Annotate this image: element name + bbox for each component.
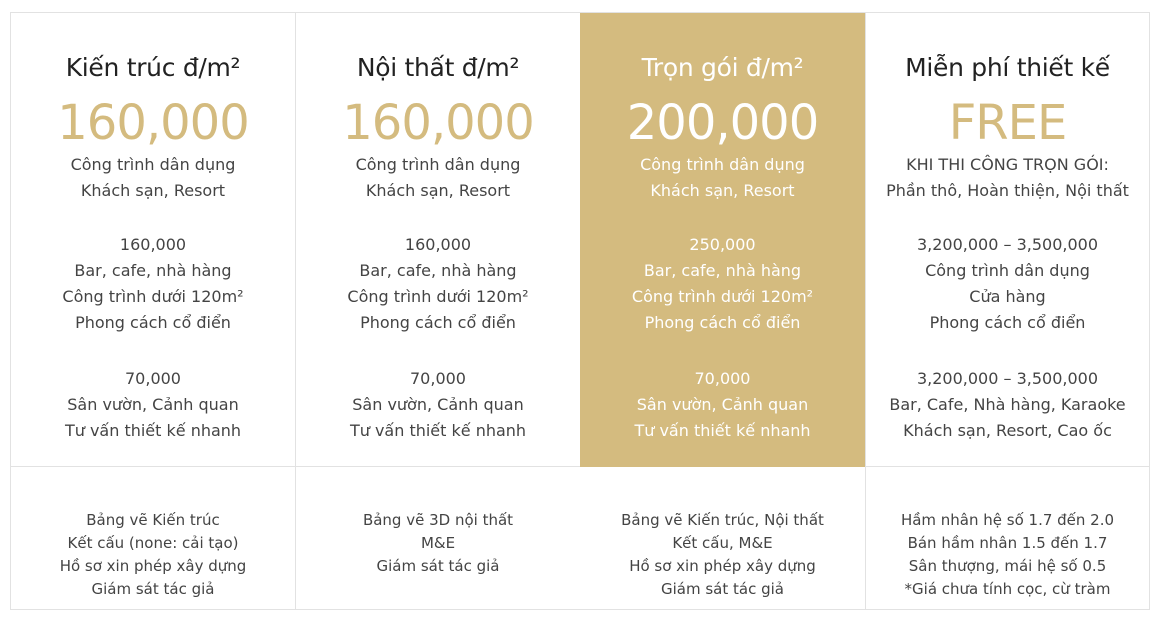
feature-line: Công trình dân dụng [355,155,521,174]
feature-line: Khách sạn, Resort [365,181,511,200]
feature-group-3 [580,366,865,444]
feature-line: KHI THI CÔNG TRỌN GÓI: [906,155,1109,174]
pricing-column-architecture [10,12,295,610]
column-title: Kiến trúc đ/m² [65,53,241,82]
feature-line: 70,000 [694,369,751,388]
pricing-column-free-design [865,12,1150,610]
pricing-column-interior [295,12,580,610]
feature-line: Tư vấn thiết kế nhanh [349,421,527,440]
deliverable-line: Bảng vẽ 3D nội thất [362,511,514,529]
feature-line: Khách sạn, Resort, Cao ốc [903,421,1112,440]
feature-line: Công trình dân dụng [925,261,1090,280]
feature-line: Tư vấn thiết kế nhanh [634,421,811,440]
column-deliverables [580,509,865,601]
deliverable-line: Giám sát tác giả [661,580,784,598]
feature-line: Bar, cafe, nhà hàng [74,261,232,280]
deliverable-line: Bán hầm nhân 1.5 đến 1.7 [907,534,1108,552]
feature-group-1 [866,152,1149,204]
feature-line: Phong cách cổ điển [644,313,801,332]
feature-line: Công trình dưới 120m² [62,287,244,306]
feature-group-1 [580,152,865,204]
feature-group-3 [866,366,1149,444]
pricing-column-package [580,12,865,610]
feature-line: Sân vườn, Cảnh quan [636,395,809,414]
column-header-area-highlighted [580,13,865,467]
deliverable-line: Bảng vẽ Kiến trúc, Nội thất [621,511,824,529]
column-deliverables [296,509,580,578]
feature-line: Phong cách cổ điển [360,313,516,332]
feature-line: 3,200,000 – 3,500,000 [916,369,1099,388]
feature-group-1 [296,152,580,204]
feature-line: Công trình dưới 120m² [631,287,814,306]
feature-line: Bar, cafe, nhà hàng [359,261,517,280]
feature-group-2 [580,232,865,336]
column-header-area [296,13,580,467]
feature-line: Sân vườn, Cảnh quan [352,395,524,414]
deliverable-line: *Giá chưa tính cọc, cừ tràm [904,580,1111,598]
deliverable-line: Kết cấu (none: cải tạo) [67,534,239,552]
column-deliverables [866,509,1149,601]
deliverable-line: Giám sát tác giả [376,557,500,575]
feature-group-2 [11,232,295,336]
column-title: Trọn gói đ/m² [641,53,804,82]
column-header-area [866,13,1149,467]
feature-line: Sân vườn, Cảnh quan [67,395,239,414]
column-deliverables [11,509,295,601]
deliverable-line: Sân thượng, mái hệ số 0.5 [908,557,1107,575]
column-title: Nội thất đ/m² [356,53,520,82]
feature-line: 250,000 [689,235,756,254]
deliverable-line: Kết cấu, M&E [672,534,773,552]
feature-line: Công trình dân dụng [70,155,236,174]
feature-line: 3,200,000 – 3,500,000 [916,235,1099,254]
feature-line: 160,000 [404,235,472,254]
column-price: 200,000 [626,95,819,151]
deliverable-line: Hồ sơ xin phép xây dựng [629,557,816,575]
feature-group-2 [296,232,580,336]
feature-line: Bar, cafe, nhà hàng [643,261,802,280]
feature-line: Khách sạn, Resort [80,181,226,200]
column-title: Miễn phí thiết kế [905,53,1110,82]
feature-line: Công trình dưới 120m² [347,287,529,306]
feature-line: Phần thô, Hoàn thiện, Nội thất [886,181,1129,200]
feature-line: Khách sạn, Resort [650,181,795,200]
feature-line: 160,000 [119,235,187,254]
column-header-area [11,13,295,467]
feature-line: Tư vấn thiết kế nhanh [64,421,242,440]
feature-group-3 [296,366,580,444]
deliverable-line: M&E [420,534,456,552]
pricing-table [10,12,1150,610]
deliverable-line: Hầm nhân hệ số 1.7 đến 2.0 [900,511,1115,529]
feature-line: Phong cách cổ điển [929,313,1086,332]
feature-group-2 [866,232,1149,336]
column-price: FREE [948,95,1067,151]
feature-line: Công trình dân dụng [640,155,805,174]
feature-line: Phong cách cổ điển [75,313,231,332]
deliverable-line: Hồ sơ xin phép xây dựng [59,557,247,575]
deliverable-line: Giám sát tác giả [91,580,215,598]
feature-line: 70,000 [125,369,181,388]
deliverable-line: Bảng vẽ Kiến trúc [86,511,220,529]
feature-group-1 [11,152,295,204]
feature-line: Cửa hàng [969,287,1046,306]
column-price: 160,000 [57,95,249,151]
feature-line: Bar, Cafe, Nhà hàng, Karaoke [889,395,1126,414]
feature-line: 70,000 [410,369,466,388]
column-price: 160,000 [342,95,534,151]
feature-group-3 [11,366,295,444]
